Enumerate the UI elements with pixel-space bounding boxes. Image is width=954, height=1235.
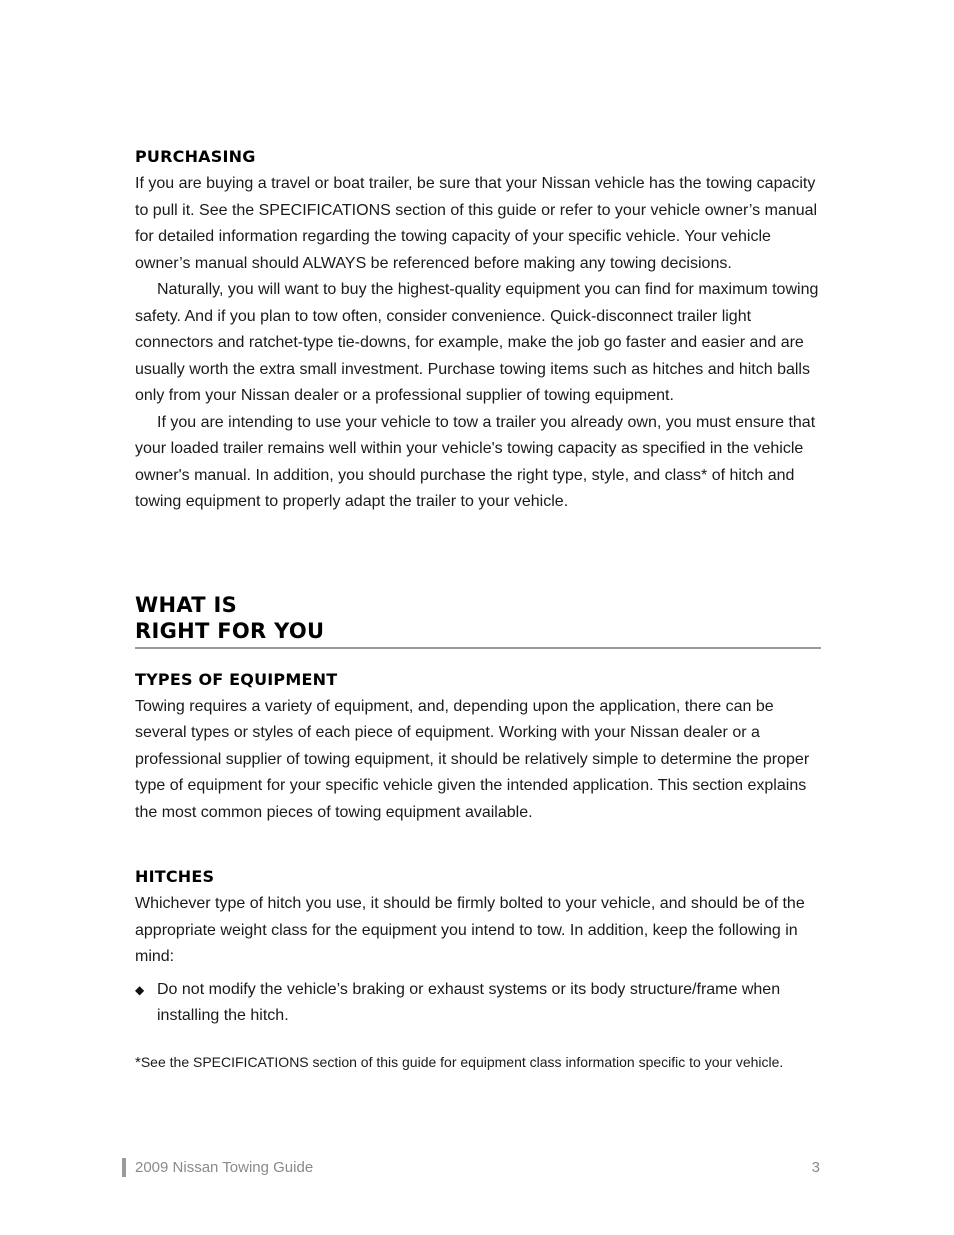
- types-heading: TYPES OF EQUIPMENT: [135, 669, 338, 689]
- hitches-paragraph: Whichever type of hitch you use, it should be firmly bolted to your vehicle, and should be of the appropriate weight class for the equipment you intend to tow. In addition, keep the following in mind:: [135, 895, 805, 965]
- list-item: [135, 977, 821, 1030]
- page-number: 3: [811, 1159, 820, 1176]
- section-title-block: [135, 592, 821, 649]
- footer-bar: [122, 1158, 126, 1177]
- purchasing-paragraph-3: If you are intending to use your vehicle to tow a trailer you already own, you must ensure that your loaded trailer remains well within your vehicle's towing capacity as specified in the vehicle owner's manual. In addition, you should purchase the right type, style, and class* of hitch and towing equipment to properly adapt the trailer to your vehicle.: [135, 413, 816, 510]
- hitches-bullet-text: Do not modify the vehicle’s braking or exhaust systems or its body structure/frame when installing the hitch.: [157, 980, 781, 1024]
- section-divider: [135, 647, 821, 649]
- footer-title: 2009 Nissan Towing Guide: [135, 1159, 314, 1176]
- diamond-bullet-icon: ◆: [135, 982, 145, 997]
- footnote-marker: *: [135, 1053, 141, 1071]
- footnote-text: See the SPECIFICATIONS section of this guide for equipment class information specific to your vehicle.: [140, 1053, 784, 1070]
- footnote: [135, 1052, 821, 1073]
- purchasing-heading: PURCHASING: [135, 147, 256, 166]
- section-title-line-1: WHAT IS: [135, 592, 238, 617]
- types-paragraph: Towing requires a variety of equipment, and, depending upon the application, there can be several types or styles of each piece of equipment. Working with your Nissan dealer or a professional supplier of towing equipment, it should be relatively simple to determine the proper type of equipment for your specific vehicle given the intended application. This section explains the most common pieces of towing equipment available.: [135, 697, 810, 821]
- section-title-line-2: RIGHT FOR YOU: [135, 618, 325, 643]
- purchasing-paragraph-1: If you are buying a travel or boat trailer, be sure that your Nissan vehicle has the towing capacity to pull it. See the SPECIFICATIONS section of this guide or refer to your vehicle owner’s manual for detailed information regarding the towing capacity of your specific vehicle. Your vehicle owner’s manual should ALWAYS be referenced before making any towing decisions.: [135, 175, 818, 272]
- page-content: [135, 146, 821, 1073]
- page-footer: [122, 1157, 820, 1179]
- purchasing-paragraph-2: Naturally, you will want to buy the highest-quality equipment you can find for maximum towing safety. And if you plan to tow often, consider convenience. Quick-disconnect trailer light connectors and ratchet-type tie-downs, for example, make the job go faster and easier and are usually worth the extra small investment. Purchase towing items such as hitches and hitch balls only from your Nissan dealer or a professional supplier of towing equipment.: [135, 281, 819, 404]
- hitches-heading: HITCHES: [135, 867, 215, 886]
